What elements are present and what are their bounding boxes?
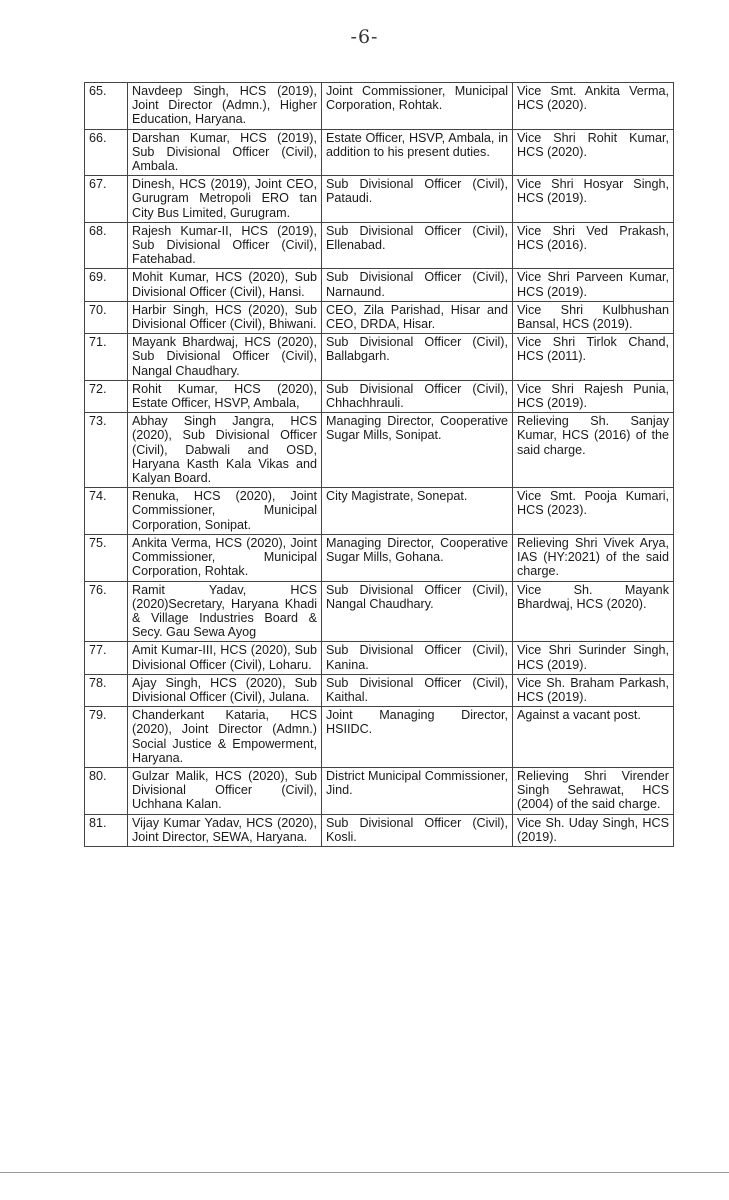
officer-details: Rohit Kumar, HCS (2020), Estate Officer, HSVP, Ambala, [128, 380, 322, 412]
serial-number: 68. [85, 222, 128, 269]
remarks: Vice Smt. Pooja Kumari, HCS (2023). [513, 488, 674, 535]
officer-details: Rajesh Kumar-II, HCS (2019), Sub Divisional Officer (Civil), Fatehabad. [128, 222, 322, 269]
table-row [85, 380, 674, 412]
officer-details: Navdeep Singh, HCS (2019), Joint Director (Admn.), Higher Education, Haryana. [128, 83, 322, 130]
officer-details: Mohit Kumar, HCS (2020), Sub Divisional Officer (Civil), Hansi. [128, 269, 322, 301]
table-row [85, 334, 674, 381]
officer-details: Abhay Singh Jangra, HCS (2020), Sub Divisional Officer (Civil), Dabwali and OSD, Haryana Kasth Kala Vikas and Kalyan Board. [128, 413, 322, 488]
new-posting: Joint Commissioner, Municipal Corporation, Rohtak. [322, 83, 513, 130]
new-posting: City Magistrate, Sonepat. [322, 488, 513, 535]
officer-details: Gulzar Malik, HCS (2020), Sub Divisional Officer (Civil), Uchhana Kalan. [128, 767, 322, 814]
new-posting: Sub Divisional Officer (Civil), Nangal Chaudhary. [322, 581, 513, 642]
officer-details: Chanderkant Kataria, HCS (2020), Joint Director (Admn.) Social Justice & Empowerment, Haryana. [128, 707, 322, 768]
remarks: Vice Shri Rajesh Punia, HCS (2019). [513, 380, 674, 412]
remarks: Vice Smt. Ankita Verma, HCS (2020). [513, 83, 674, 130]
table-row [85, 642, 674, 674]
table-row [85, 674, 674, 706]
remarks: Vice Sh. Braham Parkash, HCS (2019). [513, 674, 674, 706]
remarks: Vice Shri Tirlok Chand, HCS (2011). [513, 334, 674, 381]
new-posting: Managing Director, Cooperative Sugar Mills, Gohana. [322, 534, 513, 581]
officer-details: Harbir Singh, HCS (2020), Sub Divisional Officer (Civil), Bhiwani. [128, 301, 322, 333]
table-row [85, 814, 674, 846]
new-posting: Sub Divisional Officer (Civil), Chhachhrauli. [322, 380, 513, 412]
serial-number: 78. [85, 674, 128, 706]
serial-number: 75. [85, 534, 128, 581]
officer-details: Ankita Verma, HCS (2020), Joint Commissioner, Municipal Corporation, Rohtak. [128, 534, 322, 581]
remarks: Against a vacant post. [513, 707, 674, 768]
serial-number: 79. [85, 707, 128, 768]
serial-number: 80. [85, 767, 128, 814]
remarks: Vice Sh. Uday Singh, HCS (2019). [513, 814, 674, 846]
serial-number: 65. [85, 83, 128, 130]
officer-details: Amit Kumar-III, HCS (2020), Sub Divisional Officer (Civil), Loharu. [128, 642, 322, 674]
transfer-orders-table [84, 82, 674, 847]
table-row [85, 222, 674, 269]
new-posting: Estate Officer, HSVP, Ambala, in addition to his present duties. [322, 129, 513, 176]
table-row [85, 413, 674, 488]
table-row [85, 301, 674, 333]
serial-number: 66. [85, 129, 128, 176]
serial-number: 70. [85, 301, 128, 333]
new-posting: Sub Divisional Officer (Civil), Ballabgarh. [322, 334, 513, 381]
table-row [85, 488, 674, 535]
remarks: Relieving Shri Vivek Arya, IAS (HY:2021) of the said charge. [513, 534, 674, 581]
serial-number: 81. [85, 814, 128, 846]
new-posting: Managing Director, Cooperative Sugar Mills, Sonipat. [322, 413, 513, 488]
officer-details: Darshan Kumar, HCS (2019), Sub Divisional Officer (Civil), Ambala. [128, 129, 322, 176]
officer-details: Vijay Kumar Yadav, HCS (2020), Joint Director, SEWA, Haryana. [128, 814, 322, 846]
serial-number: 73. [85, 413, 128, 488]
remarks: Relieving Sh. Sanjay Kumar, HCS (2016) of the said charge. [513, 413, 674, 488]
table-row [85, 581, 674, 642]
table-row [85, 269, 674, 301]
serial-number: 77. [85, 642, 128, 674]
new-posting: Sub Divisional Officer (Civil), Narnaund. [322, 269, 513, 301]
table-row [85, 129, 674, 176]
new-posting: Sub Divisional Officer (Civil), Kosli. [322, 814, 513, 846]
new-posting: Sub Divisional Officer (Civil), Kaithal. [322, 674, 513, 706]
serial-number: 72. [85, 380, 128, 412]
remarks: Vice Shri Rohit Kumar, HCS (2020). [513, 129, 674, 176]
remarks: Vice Shri Kulbhushan Bansal, HCS (2019). [513, 301, 674, 333]
new-posting: Sub Divisional Officer (Civil), Kanina. [322, 642, 513, 674]
officer-details: Renuka, HCS (2020), Joint Commissioner, Municipal Corporation, Sonipat. [128, 488, 322, 535]
remarks: Relieving Shri Virender Singh Sehrawat, HCS (2004) of the said charge. [513, 767, 674, 814]
table-body [85, 83, 674, 847]
table-row [85, 534, 674, 581]
table-row [85, 83, 674, 130]
remarks: Vice Shri Hosyar Singh, HCS (2019). [513, 176, 674, 223]
page-number: -6- [350, 26, 379, 48]
remarks: Vice Sh. Mayank Bhardwaj, HCS (2020). [513, 581, 674, 642]
table-row [85, 176, 674, 223]
remarks: Vice Shri Surinder Singh, HCS (2019). [513, 642, 674, 674]
table-row [85, 767, 674, 814]
page-bottom-rule [0, 1172, 729, 1173]
officer-details: Ramit Yadav, HCS (2020)Secretary, Haryana Khadi & Village Industries Board & Secy. Gau Sewa Ayog [128, 581, 322, 642]
serial-number: 74. [85, 488, 128, 535]
new-posting: CEO, Zila Parishad, Hisar and CEO, DRDA, Hisar. [322, 301, 513, 333]
new-posting: Sub Divisional Officer (Civil), Ellenabad. [322, 222, 513, 269]
officer-details: Dinesh, HCS (2019), Joint CEO, Gurugram Metropoli ERO tan City Bus Limited, Gurugram. [128, 176, 322, 223]
officer-details: Mayank Bhardwaj, HCS (2020), Sub Divisional Officer (Civil), Nangal Chaudhary. [128, 334, 322, 381]
serial-number: 69. [85, 269, 128, 301]
new-posting: Joint Managing Director, HSIIDC. [322, 707, 513, 768]
officer-details: Ajay Singh, HCS (2020), Sub Divisional Officer (Civil), Julana. [128, 674, 322, 706]
serial-number: 67. [85, 176, 128, 223]
serial-number: 76. [85, 581, 128, 642]
table-row [85, 707, 674, 768]
new-posting: District Municipal Commissioner, Jind. [322, 767, 513, 814]
new-posting: Sub Divisional Officer (Civil), Pataudi. [322, 176, 513, 223]
remarks: Vice Shri Parveen Kumar, HCS (2019). [513, 269, 674, 301]
serial-number: 71. [85, 334, 128, 381]
remarks: Vice Shri Ved Prakash, HCS (2016). [513, 222, 674, 269]
